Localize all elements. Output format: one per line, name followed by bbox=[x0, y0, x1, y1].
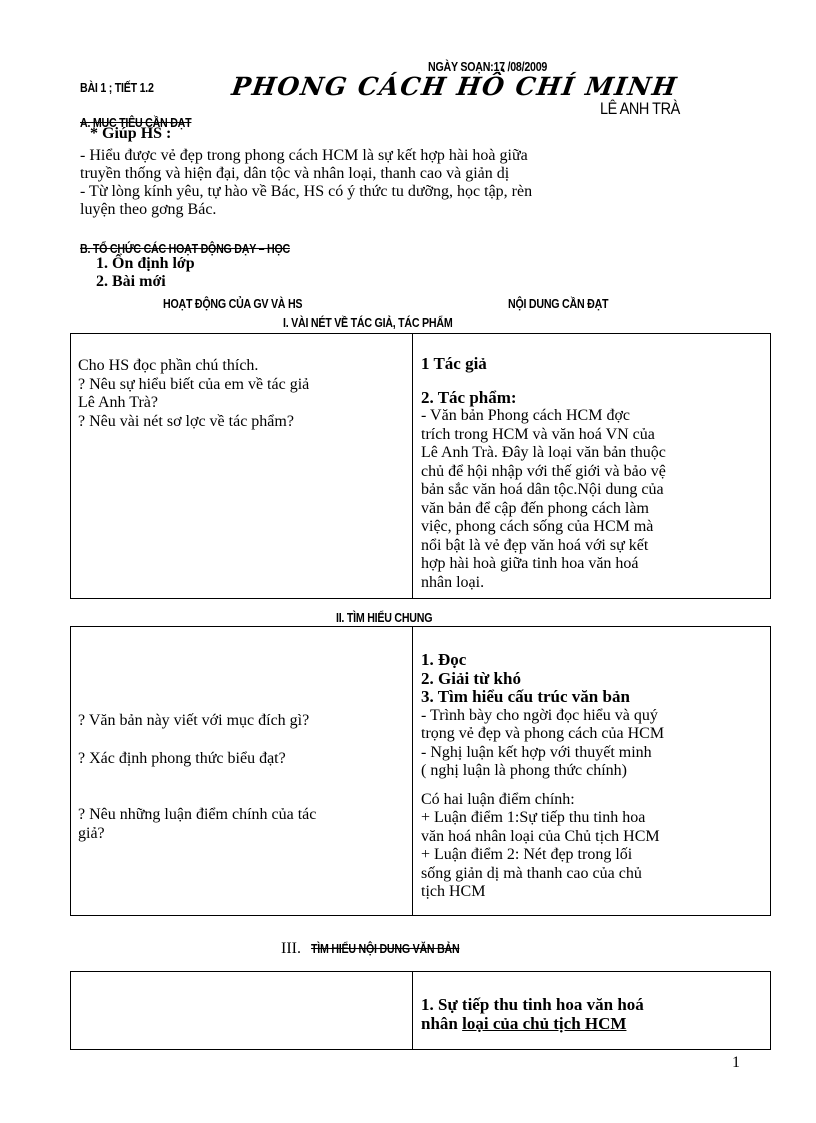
section-a-heading: A. MỤC TIÊU CẦN ĐẠT bbox=[80, 115, 192, 130]
objective-line: - Hiểu được vẻ đẹp trong phong cách HCM là sự kết hợp hài hoà giữa bbox=[80, 147, 528, 164]
text-line: ? Nêu sự hiểu biết của em về tác giả bbox=[78, 375, 310, 393]
text-line: + Luận điểm 2: Nét đẹp trong lối bbox=[421, 846, 633, 863]
text-line: trích trong HCM và văn hoá VN của bbox=[421, 425, 655, 443]
text-line bbox=[421, 1015, 644, 1034]
table-1-right-cell bbox=[421, 355, 666, 592]
text-line: Lê Anh Trà. Đây là loại văn bản thuộc bbox=[421, 444, 666, 461]
section-a-sub: * Giúp HS : bbox=[90, 125, 172, 142]
question-arguments bbox=[78, 806, 316, 843]
text-line: nhân loại. bbox=[421, 573, 485, 591]
text-line: - Trình bày cho ngời đọc hiểu và quý bbox=[421, 706, 658, 724]
text-line: ? Nêu những luận điểm chính của tác bbox=[78, 806, 317, 823]
text-line: 1. Sự tiếp thu tinh hoa văn hoá bbox=[421, 995, 644, 1014]
text-line: văn bản để cập đến phong cách làm bbox=[421, 499, 649, 517]
text-line: việc, phong cách sống của HCM mà bbox=[421, 518, 654, 535]
text-line: Lê Anh Trà? bbox=[78, 394, 158, 411]
author-name: LÊ ANH TRÀ bbox=[600, 99, 680, 118]
item-on-dinh-lop: 1. Ổn định lớp bbox=[96, 255, 195, 272]
page-title: PHONG CÁCH HỒ CHÍ MINH bbox=[229, 72, 680, 101]
text-line: bản sắc văn hoá dân tộc.Nội dung của bbox=[421, 481, 664, 498]
objective-line: - Từ lòng kính yêu, tự hào về Bác, HS có ý thức tu dưỡng, học tập, rèn bbox=[80, 183, 533, 200]
text-line: ( nghị luận là phong thức chính) bbox=[421, 762, 627, 779]
text-line: Có hai luận điểm chính: bbox=[421, 790, 575, 808]
text-line: trọng vẻ đẹp và phong cách của HCM bbox=[421, 725, 665, 742]
text-line: tịch HCM bbox=[421, 883, 486, 900]
page-number: 1 bbox=[732, 1054, 740, 1071]
work-subheading: 2. Tác phẩm: bbox=[421, 387, 517, 407]
column-header-right: NỘI DUNG CẦN ĐẠT bbox=[508, 296, 609, 311]
table-divider bbox=[412, 333, 413, 599]
part-1-heading: I. VÀI NÉT VỀ TÁC GIẢ, TÁC PHẨM bbox=[283, 315, 453, 330]
table-3-right-cell bbox=[421, 996, 644, 1033]
text-line: + Luận điểm 1:Sự tiếp thu tinh hoa bbox=[421, 809, 646, 826]
text-line: nổi bật là vẻ đẹp văn hoá với sự kết bbox=[421, 536, 649, 554]
objective-line: truyền thống và hiện đại, dân tộc và nhân loại, thanh cao và giản dị bbox=[80, 165, 510, 182]
subheading: 1. Đọc bbox=[421, 650, 467, 669]
subheading: 2. Giải từ khó bbox=[421, 668, 521, 688]
underlined-segment: loại của chủ tịch HCM bbox=[462, 1013, 627, 1033]
text-line: hợp hài hoà giữa tinh hoa văn hoá bbox=[421, 555, 639, 572]
date-label: NGÀY SOẠN:17 /08/2009 bbox=[428, 59, 548, 74]
table-1-left-cell bbox=[78, 357, 309, 431]
text-line: chủ để hội nhập với thế giới và bảo vệ bbox=[421, 462, 666, 480]
part-2-heading bbox=[336, 610, 432, 625]
text-line: văn hoá nhân loại của Chủ tịch HCM bbox=[421, 827, 660, 845]
part-3-heading-text: TÌM HIỂU NỘI DUNG VĂN BẢN bbox=[310, 941, 460, 956]
objective-line: luyện theo gơng Bác. bbox=[80, 201, 217, 218]
lesson-label: BÀI 1 ; TIẾT 1.2 bbox=[80, 80, 154, 95]
author-subheading: 1 Tác giả bbox=[421, 354, 487, 373]
text-line: - Nghị luận kết hợp với thuyết minh bbox=[421, 743, 652, 761]
question-mode: ? Xác định phong thức biểu đạt? bbox=[78, 750, 286, 767]
text-line: giả? bbox=[78, 824, 105, 842]
text-line: Cho HS đọc phần chú thích. bbox=[78, 357, 259, 374]
part-3-prefix: III. bbox=[281, 940, 301, 957]
part-3-heading bbox=[281, 940, 492, 958]
question-purpose: ? Văn bản này viết với mục đích gì? bbox=[78, 712, 310, 729]
section-b-heading: B. TỔ CHỨC CÁC HOẠT ĐỘNG DẠY – HỌC bbox=[80, 241, 290, 256]
part-2-heading-text: II. TÌM HIỂU CHUNG bbox=[336, 610, 433, 625]
text-line: - Văn bản Phong cách HCM đợc bbox=[421, 407, 631, 424]
subheading: 3. Tìm hiểu cấu trúc văn bản bbox=[421, 687, 630, 706]
text-line: ? Nêu vài nét sơ lợc về tác phẩm? bbox=[78, 412, 294, 430]
item-bai-moi: 2. Bài mới bbox=[96, 273, 166, 290]
table-divider bbox=[412, 626, 413, 916]
table-2-right-cell bbox=[421, 651, 664, 902]
table-divider bbox=[412, 971, 413, 1050]
column-header-left: HOẠT ĐỘNG CỦA GV VÀ HS bbox=[163, 296, 303, 311]
text-line: sống giản dị mà thanh cao của chủ bbox=[421, 864, 642, 882]
text-segment: nhân bbox=[421, 1013, 463, 1033]
